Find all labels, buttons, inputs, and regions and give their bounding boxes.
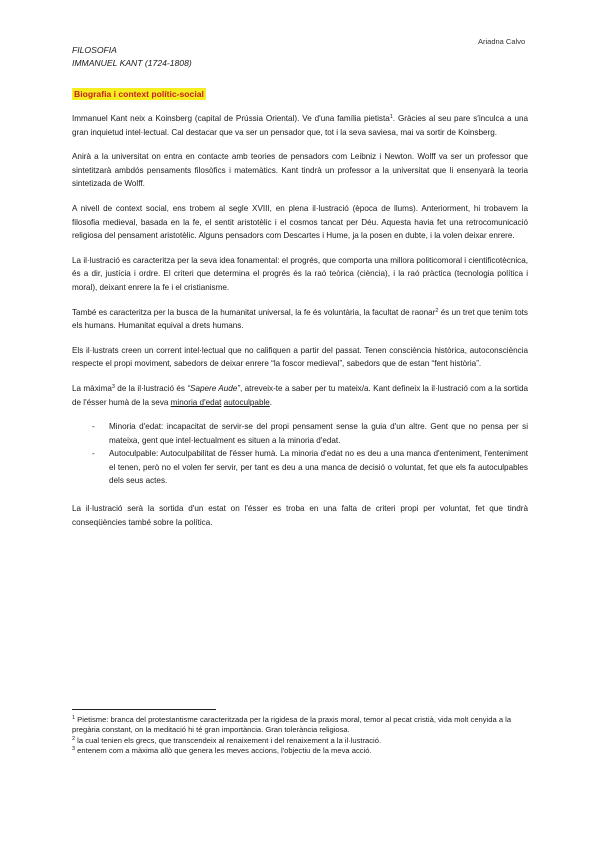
underlined-minoria-edat: minoria d'edat bbox=[170, 397, 222, 407]
paragraph-text: , atreveix-te a saber per tu mateix/a. Kant defineix la il·lustració com a la sortida de l'ésser humà de la seva bbox=[72, 383, 528, 407]
paragraph-text: és un tret que tenim tots els humans. Humanitat equival a drets humans. bbox=[72, 307, 528, 331]
footnote-1 bbox=[72, 715, 512, 736]
paragraph-1 bbox=[72, 112, 528, 139]
paragraph-text: de la il·lustració és bbox=[114, 383, 188, 393]
paragraph-text: . Gràcies al seu pare s'inculca a una gran inquietud intel·lectual. Cal destacar que va ser un pensador que, tot i la seva saviesa, mai va sortir de Koinsberg. bbox=[72, 114, 528, 137]
footnote-divider bbox=[72, 709, 216, 710]
paragraph-8: La il·lustració serà la sortida d'un estat on l'ésser es troba en una falta de criteri propi per voluntat, fet que tindrà conseqüències també sobre la política. bbox=[72, 504, 528, 527]
paragraph-text: . bbox=[269, 397, 273, 407]
section-heading bbox=[72, 89, 206, 99]
footnote-number: 2 bbox=[72, 735, 76, 742]
paragraph-4: La il·lustració es caracteritza per la seva idea fonamental: el progrés, que comporta una millora politicomoral i cientificotècnica, és a dir, justícia i ordre. El criteri que determina el progrés és la raó teòrica (ciència), i la raó pràctica (tecnologia política i moral), deixant enrere la fe i el cristianisme. bbox=[72, 255, 528, 292]
section-heading-highlight: Biografia i context polític-social bbox=[74, 89, 204, 99]
list-dash: - bbox=[92, 422, 95, 432]
paragraph-3: A nivell de context social, ens trobem al segle XVIII, en plena il·lustració (època de llums). Anteriorment, hi trobavem la filosofia medieval, basada en la fe, el sentit aristotèlic i el cosmos tancat per Déu. Aquesta havia fet una retrocomunicació religiosa del pensament aristotèlic. Alguns pensadors com Descartes i Hume, ja la posen en dubte, i la volen deixar enrere. bbox=[72, 203, 528, 241]
list-dash: - bbox=[92, 449, 95, 459]
underlined-autoculpable: autoculpable bbox=[223, 397, 270, 407]
paragraph-text: La màxima bbox=[72, 383, 112, 393]
footnote-2 bbox=[72, 736, 512, 746]
footnote-3 bbox=[72, 746, 512, 756]
paragraph-6: Els il·lustrats creen un corrent intel·lectual que no califiquen a partir del passat. Tenen consciència històrica, autoconsciència respecte el propi moviment, sabedors de deixar enrere “la foscor medieval”, sabedors que de estan “fent història”. bbox=[72, 345, 528, 369]
definition-text: Autoculpable: Autoculpabilitat de l'ésser humà. La minoria d'edat no es deu a una manca d'enteniment, l'enteniment el tenen, però no el volen fer servir, per tant es deu a una manca de decisió o voluntat, fet que els fa autoculpables dels seus actes. bbox=[109, 449, 528, 486]
footnote-number: 1 bbox=[72, 715, 76, 721]
document-header bbox=[72, 44, 192, 70]
footnote-text: la cual tenien els grecs, que transcendeix al renaixement i del renaixement a la il·lustració. bbox=[75, 735, 382, 745]
footnote-ref-2[interactable]: 2 bbox=[435, 307, 439, 314]
philosopher-title: IMMANUEL KANT (1724-1808) bbox=[72, 58, 192, 68]
definition-text: Minoria d'edat: incapacitat de servir-se del propi pensament sense la guia d'un altre. Gent que no pensa per si mateixa, gent que intel·lectualment es situen a la minoria d'edat. bbox=[109, 422, 528, 445]
footnotes bbox=[72, 715, 512, 757]
footnote-text: entenem com a màxima allò que genera les meves accions, l'objectiu de la meva acció. bbox=[75, 746, 372, 756]
definition-item bbox=[72, 447, 528, 488]
footnote-ref-1[interactable]: 1 bbox=[389, 114, 393, 120]
paragraph-text: Immanuel Kant neix a Koinsberg (capital de Prússia Oriental). Ve d'una família pietista bbox=[72, 114, 390, 123]
paragraph-7 bbox=[72, 382, 528, 409]
paragraph-2: Anirà a la universitat on entra en contacte amb teories de pensadors com Leibniz i Newton. Wolff va ser un professor que sintetitzarà ambdós pensaments filosòfics i matemàtics. Kant tindrà un professor a la universitat que li ensenyarà la teoria sintetizada de Wolff. bbox=[72, 152, 528, 189]
footnote-text: Pietisme: branca del protestantisme caracteritzada per la rigidesa de la praxis moral, temor al pecat cristià, vida molt cenyida a la pregària constant, on la meditació hi té gran importància. Gran tolerància religiosa. bbox=[72, 715, 512, 735]
author-name: Ariadna Calvo bbox=[478, 37, 526, 46]
footnote-number: 3 bbox=[72, 746, 76, 753]
subject-title: FILOSOFIA bbox=[72, 45, 117, 55]
document-body bbox=[72, 112, 528, 540]
paragraph-5 bbox=[72, 306, 528, 333]
sapere-aude-quote: “Sapere Aude” bbox=[187, 383, 240, 393]
definitions-list bbox=[72, 420, 528, 488]
paragraph-text: També es caracteritza per la busca de la humanitat universal, la fe és voluntària, la facultat de raonar bbox=[72, 307, 436, 317]
definition-item bbox=[72, 420, 528, 447]
footnote-ref-3[interactable]: 3 bbox=[111, 383, 115, 390]
